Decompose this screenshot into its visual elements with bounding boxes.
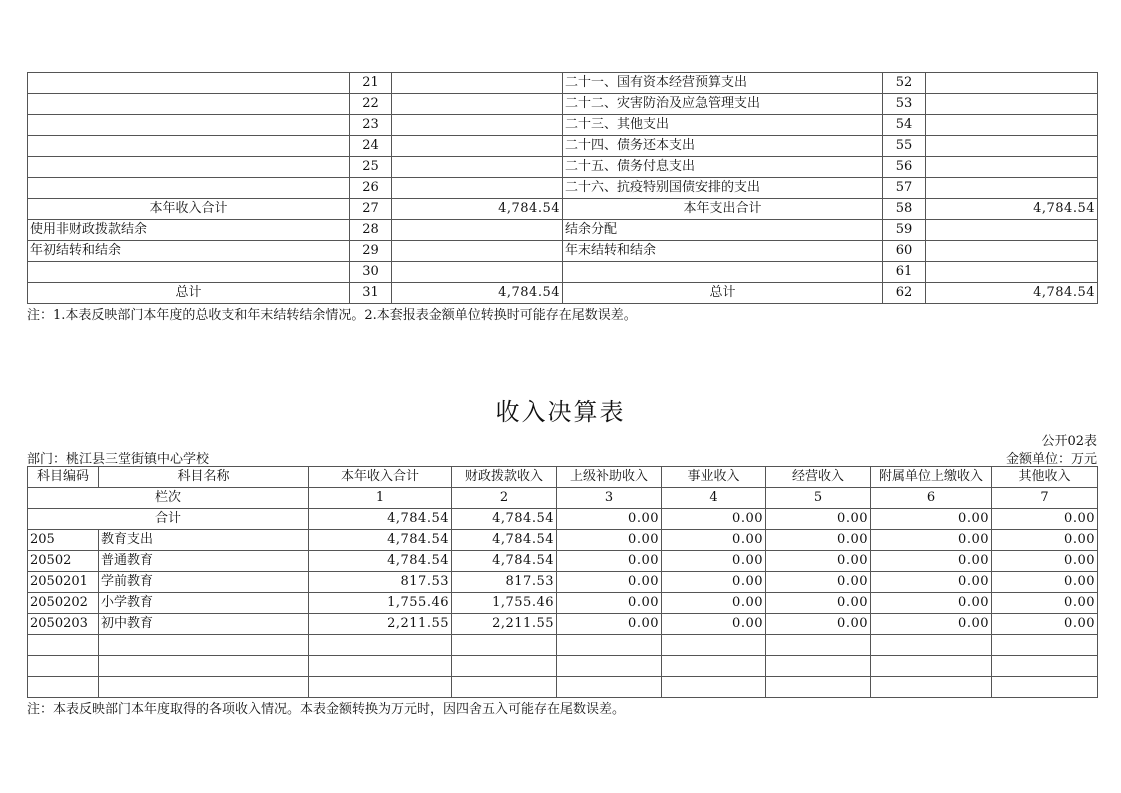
column-header: 事业收入 bbox=[662, 467, 766, 488]
income-line-number: 29 bbox=[350, 241, 392, 262]
income-item-label bbox=[28, 136, 350, 157]
subject-code: 2050203 bbox=[28, 614, 99, 635]
empty-cell bbox=[99, 677, 309, 698]
empty-cell bbox=[871, 635, 992, 656]
expenditure-item-label: 二十三、其他支出 bbox=[563, 115, 883, 136]
column-header: 财政拨款收入 bbox=[452, 467, 557, 488]
subject-name: 初中教育 bbox=[99, 614, 309, 635]
income-line-number: 24 bbox=[350, 136, 392, 157]
table-row bbox=[28, 220, 1098, 241]
income-item-label bbox=[28, 178, 350, 199]
column-number: 6 bbox=[871, 488, 992, 509]
total-label: 合计 bbox=[28, 509, 309, 530]
income-amount bbox=[392, 157, 563, 178]
expenditure-amount bbox=[926, 241, 1098, 262]
table-row bbox=[28, 614, 1098, 635]
income-line-number: 26 bbox=[350, 178, 392, 199]
column-header: 科目名称 bbox=[99, 467, 309, 488]
empty-cell bbox=[309, 656, 452, 677]
expenditure-line-number: 58 bbox=[883, 199, 926, 220]
amount-cell: 0.00 bbox=[662, 572, 766, 593]
expenditure-item-label: 二十六、抗疫特别国债安排的支出 bbox=[563, 178, 883, 199]
amount-cell: 4,784.54 bbox=[309, 551, 452, 572]
expenditure-amount bbox=[926, 178, 1098, 199]
empty-cell bbox=[99, 635, 309, 656]
income-item-label bbox=[28, 73, 350, 94]
empty-cell bbox=[452, 677, 557, 698]
column-number-row bbox=[28, 488, 1098, 509]
income-amount bbox=[392, 73, 563, 94]
expenditure-amount bbox=[926, 220, 1098, 241]
table-row bbox=[28, 551, 1098, 572]
column-header: 本年收入合计 bbox=[309, 467, 452, 488]
income-amount bbox=[392, 241, 563, 262]
expenditure-item-label: 本年支出合计 bbox=[563, 199, 883, 220]
table-row bbox=[28, 572, 1098, 593]
empty-cell bbox=[992, 677, 1098, 698]
total-value: 4,784.54 bbox=[452, 509, 557, 530]
expenditure-line-number: 60 bbox=[883, 241, 926, 262]
expenditure-item-label: 二十一、国有资本经营预算支出 bbox=[563, 73, 883, 94]
empty-cell bbox=[871, 677, 992, 698]
column-number: 2 bbox=[452, 488, 557, 509]
empty-cell bbox=[28, 656, 99, 677]
subject-code: 2050201 bbox=[28, 572, 99, 593]
income-table-note: 注：本表反映部门本年度取得的各项收入情况。本表金额转换为万元时，因四舍五入可能存在尾数误差。 bbox=[27, 702, 626, 717]
empty-cell bbox=[871, 656, 992, 677]
expenditure-line-number: 54 bbox=[883, 115, 926, 136]
total-value: 0.00 bbox=[557, 509, 662, 530]
amount-cell: 0.00 bbox=[766, 593, 871, 614]
empty-cell bbox=[452, 635, 557, 656]
amount-cell: 0.00 bbox=[871, 593, 992, 614]
amount-cell: 0.00 bbox=[766, 614, 871, 635]
expenditure-line-number: 62 bbox=[883, 283, 926, 304]
income-line-number: 28 bbox=[350, 220, 392, 241]
income-item-label: 总计 bbox=[28, 283, 350, 304]
expenditure-amount bbox=[926, 262, 1098, 283]
amount-cell: 1,755.46 bbox=[309, 593, 452, 614]
column-number: 1 bbox=[309, 488, 452, 509]
expenditure-amount bbox=[926, 157, 1098, 178]
amount-cell: 2,211.55 bbox=[309, 614, 452, 635]
amount-cell: 0.00 bbox=[557, 593, 662, 614]
amount-cell: 0.00 bbox=[766, 572, 871, 593]
summary-table-body bbox=[28, 73, 1098, 304]
column-number: 4 bbox=[662, 488, 766, 509]
expenditure-line-number: 53 bbox=[883, 94, 926, 115]
amount-cell: 0.00 bbox=[557, 530, 662, 551]
income-amount: 4,784.54 bbox=[392, 199, 563, 220]
expenditure-amount bbox=[926, 136, 1098, 157]
amount-cell: 0.00 bbox=[662, 551, 766, 572]
income-amount bbox=[392, 94, 563, 115]
form-code: 公开02表 bbox=[1041, 434, 1097, 449]
table-row bbox=[28, 136, 1098, 157]
income-item-label bbox=[28, 262, 350, 283]
expenditure-item-label: 二十二、灾害防治及应急管理支出 bbox=[563, 94, 883, 115]
amount-cell: 0.00 bbox=[992, 572, 1098, 593]
table-row bbox=[28, 199, 1098, 220]
income-amount bbox=[392, 136, 563, 157]
income-amount bbox=[392, 220, 563, 241]
subject-name: 普通教育 bbox=[99, 551, 309, 572]
empty-cell bbox=[309, 635, 452, 656]
income-expenditure-summary-table bbox=[27, 72, 1098, 304]
empty-cell bbox=[28, 677, 99, 698]
table-row bbox=[28, 157, 1098, 178]
amount-cell: 2,211.55 bbox=[452, 614, 557, 635]
total-value: 0.00 bbox=[871, 509, 992, 530]
income-amount bbox=[392, 262, 563, 283]
income-amount bbox=[392, 178, 563, 199]
income-item-label bbox=[28, 115, 350, 136]
subject-code: 20502 bbox=[28, 551, 99, 572]
table-row bbox=[28, 73, 1098, 94]
amount-cell: 0.00 bbox=[871, 551, 992, 572]
subject-name: 教育支出 bbox=[99, 530, 309, 551]
subject-name: 小学教育 bbox=[99, 593, 309, 614]
table-row bbox=[28, 94, 1098, 115]
empty-cell bbox=[766, 677, 871, 698]
table-row bbox=[28, 262, 1098, 283]
amount-cell: 0.00 bbox=[871, 530, 992, 551]
amount-cell: 0.00 bbox=[662, 593, 766, 614]
empty-cell bbox=[992, 635, 1098, 656]
column-header: 其他收入 bbox=[992, 467, 1098, 488]
income-final-accounts-table bbox=[27, 466, 1098, 698]
empty-cell bbox=[662, 677, 766, 698]
amount-cell: 0.00 bbox=[557, 614, 662, 635]
page-title: 收入决算表 bbox=[495, 398, 626, 426]
table-row bbox=[28, 530, 1098, 551]
amount-cell: 0.00 bbox=[871, 572, 992, 593]
amount-cell: 4,784.54 bbox=[452, 530, 557, 551]
amount-cell: 817.53 bbox=[452, 572, 557, 593]
amount-cell: 1,755.46 bbox=[452, 593, 557, 614]
amount-cell: 0.00 bbox=[992, 593, 1098, 614]
expenditure-item-label: 总计 bbox=[563, 283, 883, 304]
income-amount bbox=[392, 115, 563, 136]
income-line-number: 27 bbox=[350, 199, 392, 220]
amount-cell: 0.00 bbox=[662, 530, 766, 551]
expenditure-line-number: 59 bbox=[883, 220, 926, 241]
expenditure-amount bbox=[926, 94, 1098, 115]
empty-row bbox=[28, 677, 1098, 698]
income-item-label: 本年收入合计 bbox=[28, 199, 350, 220]
expenditure-line-number: 57 bbox=[883, 178, 926, 199]
column-header: 科目编码 bbox=[28, 467, 99, 488]
income-line-number: 23 bbox=[350, 115, 392, 136]
total-value: 0.00 bbox=[662, 509, 766, 530]
income-line-number: 30 bbox=[350, 262, 392, 283]
expenditure-item-label: 二十五、债务付息支出 bbox=[563, 157, 883, 178]
expenditure-item-label: 年末结转和结余 bbox=[563, 241, 883, 262]
total-row bbox=[28, 509, 1098, 530]
empty-cell bbox=[99, 656, 309, 677]
income-item-label: 使用非财政拨款结余 bbox=[28, 220, 350, 241]
total-value: 0.00 bbox=[766, 509, 871, 530]
empty-cell bbox=[662, 635, 766, 656]
table-row bbox=[28, 178, 1098, 199]
expenditure-line-number: 52 bbox=[883, 73, 926, 94]
empty-cell bbox=[557, 656, 662, 677]
amount-cell: 0.00 bbox=[766, 551, 871, 572]
table-row bbox=[28, 283, 1098, 304]
total-value: 4,784.54 bbox=[309, 509, 452, 530]
empty-cell bbox=[557, 635, 662, 656]
column-number: 5 bbox=[766, 488, 871, 509]
expenditure-item-label: 二十四、债务还本支出 bbox=[563, 136, 883, 157]
table-row bbox=[28, 241, 1098, 262]
subject-code: 205 bbox=[28, 530, 99, 551]
income-item-label bbox=[28, 157, 350, 178]
amount-cell: 0.00 bbox=[992, 530, 1098, 551]
empty-cell bbox=[662, 656, 766, 677]
column-header: 上级补助收入 bbox=[557, 467, 662, 488]
column-number: 7 bbox=[992, 488, 1098, 509]
expenditure-amount bbox=[926, 73, 1098, 94]
amount-unit-label: 金额单位：万元 bbox=[1005, 452, 1097, 467]
amount-cell: 0.00 bbox=[871, 614, 992, 635]
empty-cell bbox=[557, 677, 662, 698]
income-line-number: 22 bbox=[350, 94, 392, 115]
empty-cell bbox=[28, 635, 99, 656]
empty-cell bbox=[766, 656, 871, 677]
column-number-label: 栏次 bbox=[28, 488, 309, 509]
amount-cell: 4,784.54 bbox=[452, 551, 557, 572]
column-number: 3 bbox=[557, 488, 662, 509]
column-header: 经营收入 bbox=[766, 467, 871, 488]
empty-cell bbox=[992, 656, 1098, 677]
expenditure-amount: 4,784.54 bbox=[926, 283, 1098, 304]
income-line-number: 21 bbox=[350, 73, 392, 94]
expenditure-amount bbox=[926, 115, 1098, 136]
income-item-label: 年初结转和结余 bbox=[28, 241, 350, 262]
column-header: 附属单位上缴收入 bbox=[871, 467, 992, 488]
expenditure-line-number: 61 bbox=[883, 262, 926, 283]
income-amount: 4,784.54 bbox=[392, 283, 563, 304]
total-value: 0.00 bbox=[992, 509, 1098, 530]
expenditure-item-label bbox=[563, 262, 883, 283]
amount-cell: 0.00 bbox=[766, 530, 871, 551]
subject-name: 学前教育 bbox=[99, 572, 309, 593]
expenditure-line-number: 55 bbox=[883, 136, 926, 157]
income-line-number: 31 bbox=[350, 283, 392, 304]
amount-cell: 817.53 bbox=[309, 572, 452, 593]
empty-row bbox=[28, 656, 1098, 677]
income-line-number: 25 bbox=[350, 157, 392, 178]
amount-cell: 0.00 bbox=[662, 614, 766, 635]
subject-code: 2050202 bbox=[28, 593, 99, 614]
expenditure-item-label: 结余分配 bbox=[563, 220, 883, 241]
amount-cell: 4,784.54 bbox=[309, 530, 452, 551]
header-row bbox=[28, 467, 1098, 488]
summary-table-note: 注：1.本表反映部门本年度的总收支和年末结转结余情况。2.本套报表金额单位转换时可能存在尾数误差。 bbox=[27, 308, 637, 323]
expenditure-line-number: 56 bbox=[883, 157, 926, 178]
expenditure-amount: 4,784.54 bbox=[926, 199, 1098, 220]
amount-cell: 0.00 bbox=[557, 572, 662, 593]
empty-cell bbox=[766, 635, 871, 656]
amount-cell: 0.00 bbox=[557, 551, 662, 572]
empty-cell bbox=[452, 656, 557, 677]
department-label: 部门：桃江县三堂街镇中心学校 bbox=[27, 452, 210, 467]
table-row bbox=[28, 593, 1098, 614]
empty-row bbox=[28, 635, 1098, 656]
empty-cell bbox=[309, 677, 452, 698]
table-row bbox=[28, 115, 1098, 136]
amount-cell: 0.00 bbox=[992, 551, 1098, 572]
amount-cell: 0.00 bbox=[992, 614, 1098, 635]
income-item-label bbox=[28, 94, 350, 115]
income-table-body bbox=[28, 467, 1098, 698]
